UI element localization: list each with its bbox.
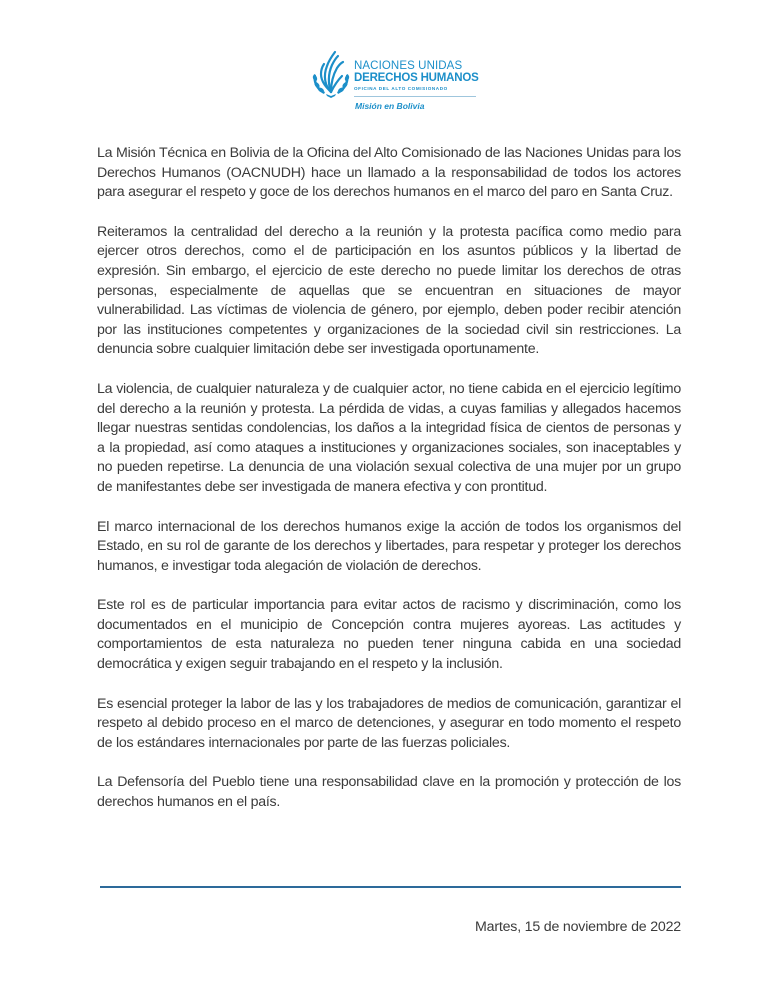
logo-divider — [354, 96, 476, 97]
un-human-rights-emblem-icon — [308, 48, 354, 100]
paragraph: Este rol es de particular importancia para evitar actos de racismo y discriminación, como los documentados en el municipio de Concepción contra mujeres ayoreas. Las actitudes y comportamientos de esta naturaleza no pueden tener ninguna cabida en una sociedad democrática y exigen seguir trabajando en el respeto y la inclusión. — [97, 597, 681, 673]
paragraph: El marco internacional de los derechos humanos exige la acción de todos los organismos del Estado, en su rol de garante de los derechos y libertades, para respetar y proteger los derechos humanos, e investigar toda alegación de violación de derechos. — [97, 518, 681, 574]
org-name-line2: DERECHOS HUMANOS — [354, 72, 479, 84]
footer-divider — [100, 886, 681, 888]
paragraph: Reiteramos la centralidad del derecho a la reunión y la protesta pacífica como medio para ejercer otros derechos, como el de participación en los asuntos públicos y la libertad de expresión. Sin embargo, el ejercicio de este derecho no puede limitar los derechos de otras personas, especialmente de aquellas que se encuentran en situaciones de mayor vulnerabilidad. Las víctimas de violencia de género, por ejemplo, deben poder recibir atención por las instituciones competentes y organizaciones de la sociedad civil sin restricciones. La denuncia sobre cualquier limitación debe ser investigada oportunamente. — [97, 223, 681, 358]
mission-name: Misión en Bolivia — [355, 101, 425, 111]
paragraph: La Defensoría del Pueblo tiene una responsabilidad clave en la promoción y protección de los derechos humanos en el país. — [97, 774, 681, 811]
statement-date: Martes, 15 de noviembre de 2022 — [475, 919, 681, 935]
paragraph: La Misión Técnica en Bolivia de la Oficina del Alto Comisionado de las Naciones Unidas para los Derechos Humanos (OACNUDH) hace un llamado a la responsabilidad de todos los actores para asegurar el respeto y goce de los derechos humanos en el marco del paro en Santa Cruz. — [97, 145, 681, 201]
statement-body — [97, 144, 681, 813]
ohchr-logo — [308, 48, 478, 126]
org-name-line3: OFICINA DEL ALTO COMISIONADO — [354, 86, 448, 91]
org-name-line1: NACIONES UNIDAS — [354, 60, 463, 72]
paragraph: Es esencial proteger la labor de las y los trabajadores de medios de comunicación, garantizar el respeto al debido proceso en el marco de detenciones, y asegurar en todo momento el respeto de los estándares internacionales por parte de las fuerzas policiales. — [97, 695, 681, 751]
paragraph: La violencia, de cualquier naturaleza y de cualquier actor, no tiene cabida en el ejercicio legítimo del derecho a la reunión y protesta. La pérdida de vidas, a cuyas familias y allegados hacemos llegar nuestras sentidas condolencias, los daños a la integridad física de cientos de personas y a la propiedad, así como ataques a instituciones y organizaciones sociales, son inaceptables y no pueden repetirse. La denuncia de una violación sexual colectiva de una mujer por un grupo de manifestantes debe ser investigada de manera efectiva y con prontitud. — [97, 380, 681, 495]
